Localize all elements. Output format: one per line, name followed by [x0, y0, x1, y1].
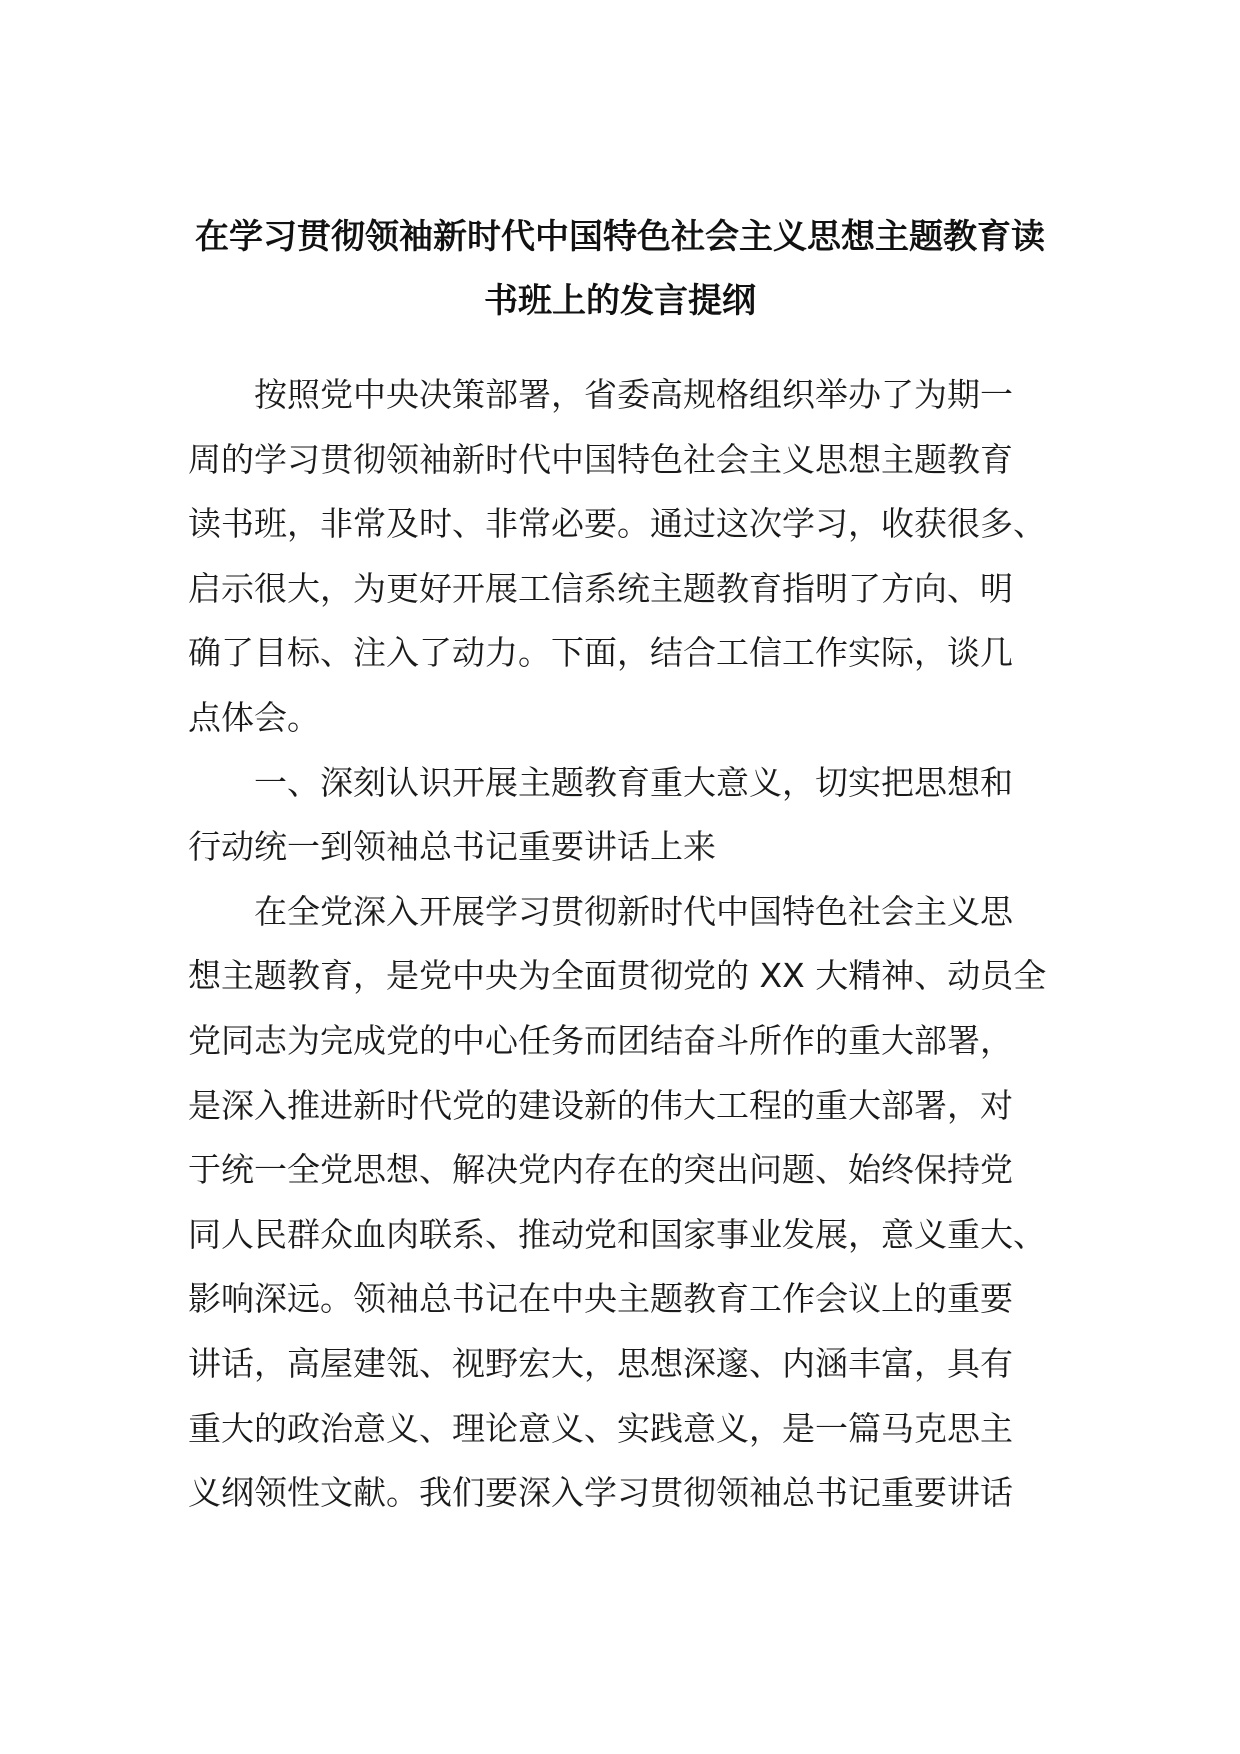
text-line: 确了目标、注入了动力。下面，结合工信工作实际，谈几 — [188, 633, 1013, 673]
text-line: 启示很大，为更好开展工信系统主题教育指明了方向、明 — [188, 568, 1013, 608]
text-line: 点体会。 — [188, 697, 320, 737]
text-line: 按照党中央决策部署，省委高规格组织举办了为期一 — [254, 375, 1013, 414]
text-line: 读书班，非常及时、非常必要。通过这次学习，收获很多、 — [188, 504, 1046, 544]
title-line: 在学习贯彻领袖新时代中国特色社会主义思想主题教育读 — [195, 217, 1045, 257]
text-line: 党同志为完成党的中心任务而团结奋斗所作的重大部署， — [188, 1020, 1013, 1060]
text-line: 同人民群众血肉联系、推动党和国家事业发展，意义重大、 — [188, 1214, 1046, 1254]
text-line: 想主题教育，是党中央为全面贯彻党的 XX 大精神、动员全 — [188, 956, 1047, 996]
document-body — [188, 363, 1068, 1526]
text-line: 重大的政治意义、理论意义、实践意义，是一篇马克思主 — [188, 1408, 1013, 1448]
text-line: 义纲领性文献。我们要深入学习贯彻领袖总书记重要讲话 — [188, 1473, 1013, 1513]
text-line: 在全党深入开展学习贯彻新时代中国特色社会主义思 — [254, 891, 1013, 931]
text-line: 一、深刻认识开展主题教育重大意义，切实把思想和 — [254, 762, 1013, 802]
text-line: 于统一全党思想、解决党内存在的突出问题、始终保持党 — [188, 1150, 1013, 1190]
text-line: 是深入推进新时代党的建设新的伟大工程的重大部署，对 — [188, 1085, 1013, 1125]
text-line: 讲话，高屋建瓴、视野宏大，思想深邃、内涵丰富，具有 — [188, 1343, 1013, 1383]
text-line: 影响深远。领袖总书记在中央主题教育工作会议上的重要 — [188, 1279, 1013, 1319]
title-line: 书班上的发言提纲 — [484, 281, 756, 321]
document-title — [185, 205, 1055, 333]
text-line: 行动统一到领袖总书记重要讲话上来 — [188, 827, 716, 867]
text-line: 周的学习贯彻领袖新时代中国特色社会主义思想主题教育 — [188, 439, 1013, 479]
